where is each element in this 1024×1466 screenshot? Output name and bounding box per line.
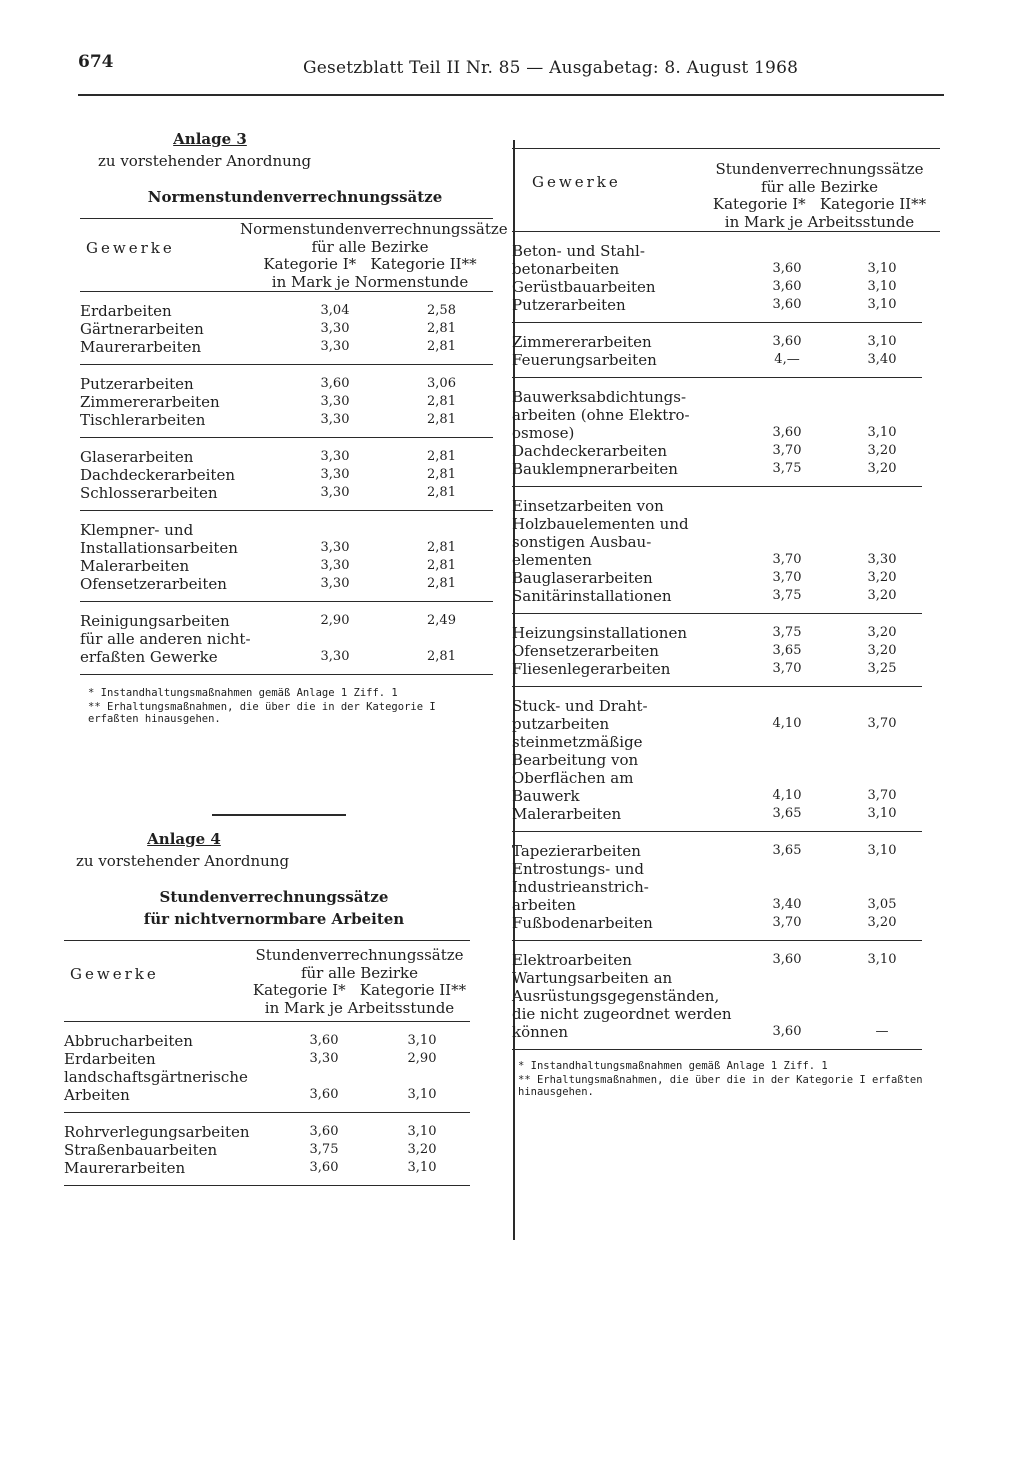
annex4-head-line2: für alle Bezirke <box>300 963 419 982</box>
annex4-table-body <box>64 1022 470 1186</box>
rate-category-2: 3,10 <box>867 297 897 312</box>
trade-name: Feuerungsarbeiten <box>512 351 657 369</box>
rate-category-1: 4,10 <box>772 788 802 803</box>
rate-category-1: 3,70 <box>772 570 802 585</box>
table-group <box>80 292 493 364</box>
rate-category-2: 3,10 <box>407 1033 437 1048</box>
trade-name: Straßenbauarbeiten <box>64 1141 218 1159</box>
rate-category-2: 2,81 <box>427 540 456 555</box>
table-group <box>512 378 922 486</box>
trade-name: Zimmererarbeiten <box>512 333 652 351</box>
annex4-table-title <box>64 886 484 930</box>
trade-name: Fliesenlegerarbeiten <box>512 660 671 678</box>
table-group <box>512 687 922 831</box>
rate-category-1: 3,60 <box>309 1160 339 1175</box>
rate-category-1: 3,30 <box>309 1051 339 1066</box>
trade-name: Heizungsinstallationen <box>512 624 687 642</box>
trade-name: Maurerarbeiten <box>80 338 202 356</box>
annex3-head-line1: Normenstundenverrechnungssätze <box>240 220 508 238</box>
trade-name: Tapezierarbeiten <box>512 842 641 860</box>
rate-category-1: 3,75 <box>772 625 802 640</box>
table-row <box>64 1113 470 1141</box>
table-group <box>80 511 493 601</box>
table-group <box>512 941 922 1049</box>
trade-name: Gerüstbauarbeiten <box>512 278 656 296</box>
annex4-section <box>64 830 474 1186</box>
table-group <box>512 232 922 322</box>
table-row <box>80 602 493 630</box>
rate-category-1: 3,75 <box>772 461 802 476</box>
rate-category-1: 2,90 <box>320 613 350 628</box>
annex3-table-title: Normenstundenverrechnungssätze <box>147 188 443 206</box>
table-group <box>80 365 493 437</box>
cont-footnote-2: ** Erhaltungsmaßnahmen, die über die in der Kategorie I erfaßten hinausgehen. <box>518 1074 923 1098</box>
trade-name: Malerarbeiten <box>512 805 622 823</box>
table-row <box>80 630 493 674</box>
rate-category-2: 3,40 <box>867 352 897 367</box>
table-row <box>512 614 922 642</box>
rate-category-2: 2,81 <box>427 649 456 664</box>
rate-category-2: 2,49 <box>427 613 456 628</box>
rate-category-2: 3,10 <box>407 1124 437 1139</box>
table-group <box>64 1022 470 1112</box>
annex4-continuation <box>512 148 940 1098</box>
table-row <box>512 642 922 660</box>
trade-name: Stuck- und Draht- putzarbeiten <box>512 697 648 733</box>
rate-category-1: 3,65 <box>772 643 802 658</box>
rate-category-1: 3,60 <box>772 279 802 294</box>
table-row <box>512 487 922 569</box>
rate-category-1: 3,30 <box>320 540 350 555</box>
trade-name: steinmetzmäßige Bearbeitung von Oberflächen am Bauwerk <box>512 733 643 805</box>
rate-category-2: 3,20 <box>867 461 897 476</box>
rate-category-1: 3,75 <box>772 588 802 603</box>
cont-head-line3: Kategorie I* Kategorie II** <box>712 195 927 213</box>
rate-category-2: 2,58 <box>427 303 456 318</box>
annex3-footnote-2: ** Erhaltungsmaßnahmen, die über die in der Kategorie I erfaßten hinausgehen. <box>88 701 436 725</box>
rate-category-2: 3,20 <box>867 625 897 640</box>
rate-category-1: 3,60 <box>320 376 350 391</box>
trade-name: Schlosserarbeiten <box>80 484 218 502</box>
rate-category-1: 3,60 <box>309 1124 339 1139</box>
annex4-title-line1: Stundenverrechnungssätze <box>159 888 389 906</box>
rate-category-2: 2,81 <box>427 339 456 354</box>
table-row <box>512 860 922 914</box>
gazette-header: Gesetzblatt Teil II Nr. 85 — Ausgabetag: 8. August 1968 <box>303 58 799 78</box>
rate-category-1: 4,— <box>774 352 800 367</box>
rate-category-1: 3,30 <box>320 449 350 464</box>
trade-name: Gärtnerarbeiten <box>80 320 204 338</box>
rate-category-2: 2,81 <box>427 394 456 409</box>
annex3-table-head <box>80 219 508 291</box>
table-group <box>80 438 493 510</box>
table-row <box>80 411 493 437</box>
rate-category-2: 3,20 <box>407 1142 437 1157</box>
rate-category-2: 2,81 <box>427 485 456 500</box>
group-rule <box>80 674 493 675</box>
annex4-head-line3: Kategorie I* Kategorie II** <box>252 981 467 999</box>
trade-name: Putzerarbeiten <box>80 375 194 393</box>
table-row <box>512 351 922 377</box>
trade-name: Rohrverlegungsarbeiten <box>64 1123 250 1141</box>
trade-name: Sanitärinstallationen <box>512 587 672 605</box>
table-row <box>80 575 493 601</box>
rate-category-1: 3,30 <box>320 467 350 482</box>
rate-category-2: 3,10 <box>867 952 897 967</box>
table-row <box>80 320 493 338</box>
trade-name: Dachdeckerarbeiten <box>80 466 236 484</box>
trade-name: Tischlerarbeiten <box>80 411 206 429</box>
annex4-head-line1: Stundenverrechnungssätze <box>255 946 464 964</box>
annex3-head-line4: in Mark je Normenstunde <box>271 272 469 291</box>
trade-name: für alle anderen nicht- erfaßten Gewerke <box>80 630 251 666</box>
trade-name: Bauglaserarbeiten <box>512 569 653 587</box>
annex4-table-head <box>64 941 474 1021</box>
table-row <box>80 438 493 466</box>
rate-category-2: 2,81 <box>427 321 456 336</box>
trade-name: Ofensetzerarbeiten <box>512 642 659 660</box>
rate-category-2: 3,10 <box>867 279 897 294</box>
table-row <box>512 969 922 1049</box>
table-row <box>512 805 922 831</box>
trade-name: Putzerarbeiten <box>512 296 626 314</box>
trade-name: Reinigungsarbeiten <box>80 612 230 630</box>
rate-category-1: 3,30 <box>320 412 350 427</box>
table-group <box>64 1113 470 1185</box>
table-row <box>512 232 922 278</box>
table-row <box>512 832 922 860</box>
rate-category-2: 2,81 <box>427 576 456 591</box>
rate-category-1: 3,60 <box>772 952 802 967</box>
annex3-section <box>80 130 508 725</box>
table-row <box>80 292 493 320</box>
rate-category-1: 3,65 <box>772 806 802 821</box>
rate-category-1: 3,30 <box>320 558 350 573</box>
table-row <box>512 733 922 805</box>
table-row <box>512 296 922 322</box>
rate-category-1: 3,70 <box>772 443 802 458</box>
table-row <box>512 442 922 460</box>
cont-table-body <box>512 232 922 1050</box>
rate-category-2: 2,81 <box>427 467 456 482</box>
trade-name: Entrostungs- und Industrieanstrich- arbeiten <box>512 860 649 914</box>
table-row <box>80 557 493 575</box>
annex4-head-line4: in Mark je Arbeitsstunde <box>264 998 455 1017</box>
trade-name: Glaserarbeiten <box>80 448 194 466</box>
annex4-col-head <box>232 947 487 1017</box>
table-row <box>512 941 922 969</box>
table-row <box>512 914 922 940</box>
table-group <box>512 323 922 377</box>
table-row <box>80 466 493 484</box>
rate-category-2: 3,10 <box>867 425 897 440</box>
rate-category-2: 3,05 <box>867 897 897 912</box>
table-row <box>80 365 493 393</box>
rate-category-1: 3,30 <box>320 339 350 354</box>
trade-name: Bauklempnerarbeiten <box>512 460 678 478</box>
table-row <box>80 484 493 510</box>
rate-category-2: 3,20 <box>867 915 897 930</box>
rate-category-1: 3,60 <box>772 334 802 349</box>
trade-name: Beton- und Stahl- betonarbeiten <box>512 242 645 278</box>
table-group <box>512 487 922 613</box>
trade-name: Erdarbeiten <box>80 302 172 320</box>
table-row <box>80 393 493 411</box>
annex3-col-head <box>240 220 508 291</box>
rate-category-1: 3,60 <box>309 1033 339 1048</box>
section-separator <box>212 814 346 816</box>
cont-col-head <box>692 161 947 231</box>
rate-category-2: 3,10 <box>867 806 897 821</box>
rate-category-2: 3,70 <box>867 788 897 803</box>
rate-category-1: 3,60 <box>772 1024 802 1039</box>
annex4-title-line2: für nichtvernormbare Arbeiten <box>143 910 405 928</box>
rate-category-2: 3,25 <box>867 661 897 676</box>
rate-category-2: 3,20 <box>867 643 897 658</box>
table-row <box>64 1141 470 1159</box>
table-row <box>512 569 922 587</box>
rate-category-2: 3,20 <box>867 570 897 585</box>
trade-name: Klempner- und Installationsarbeiten <box>80 521 238 557</box>
trade-name: Fußbodenarbeiten <box>512 914 653 932</box>
rate-category-1: 3,30 <box>320 321 350 336</box>
trade-name: Abbrucharbeiten <box>64 1032 193 1050</box>
trade-name: Einsetzarbeiten von Holzbauelementen und sonstigen Ausbau- elementen <box>512 497 689 569</box>
annex3-head-line3: Kategorie I* Kategorie II** <box>263 255 477 273</box>
rate-category-2: 2,81 <box>427 558 456 573</box>
table-row <box>64 1159 470 1185</box>
cont-col-label: Gewerke <box>532 173 621 191</box>
group-rule <box>512 1049 922 1050</box>
rate-category-1: 3,30 <box>320 576 350 591</box>
rate-category-2: 3,70 <box>867 716 897 731</box>
table-row <box>512 378 922 442</box>
table-row <box>512 687 922 733</box>
cont-footnote-1: * Instandhaltungsmaßnahmen gemäß Anlage 1 Ziff. 1 <box>518 1060 828 1072</box>
rate-category-2: 2,81 <box>427 449 456 464</box>
rate-category-1: 3,40 <box>772 897 802 912</box>
cont-head-line1: Stundenverrechnungssätze <box>715 160 924 178</box>
table-row <box>64 1050 470 1068</box>
trade-name: Zimmererarbeiten <box>80 393 220 411</box>
trade-name: Ofensetzerarbeiten <box>80 575 227 593</box>
trade-name: Erdarbeiten <box>64 1050 156 1068</box>
rate-category-1: 3,70 <box>772 552 802 567</box>
table-row <box>64 1068 470 1112</box>
rate-category-2: 3,10 <box>867 261 897 276</box>
rate-category-1: 3,30 <box>320 394 350 409</box>
trade-name: Malerarbeiten <box>80 557 190 575</box>
table-row <box>512 460 922 486</box>
rate-category-2: 3,10 <box>407 1087 437 1102</box>
cont-table-head <box>512 149 940 231</box>
cont-head-line2: für alle Bezirke <box>760 177 879 196</box>
group-rule <box>64 1185 470 1186</box>
table-row <box>512 323 922 351</box>
trade-name: Maurerarbeiten <box>64 1159 186 1177</box>
rate-category-2: 3,10 <box>867 334 897 349</box>
rate-category-1: 4,10 <box>772 716 802 731</box>
rate-category-2: — <box>875 1024 889 1039</box>
header-rule <box>78 94 944 96</box>
annex3-head-line2: für alle Bezirke <box>311 237 429 256</box>
page-number: 674 <box>78 52 114 72</box>
annex3-title: Anlage 3 <box>173 130 247 148</box>
rate-category-2: 3,30 <box>867 552 897 567</box>
rate-category-1: 3,60 <box>309 1087 339 1102</box>
annex3-footnote-1: * Instandhaltungsmaßnahmen gemäß Anlage 1 Ziff. 1 <box>88 687 398 699</box>
rate-category-1: 3,60 <box>772 261 802 276</box>
rate-category-1: 3,65 <box>772 843 802 858</box>
rate-category-1: 3,60 <box>772 425 802 440</box>
rate-category-1: 3,70 <box>772 661 802 676</box>
cont-head-line4: in Mark je Arbeitsstunde <box>724 212 915 231</box>
table-row <box>64 1022 470 1050</box>
trade-name: Elektroarbeiten <box>512 951 632 969</box>
table-group <box>512 832 922 940</box>
rate-category-2: 2,90 <box>407 1051 437 1066</box>
trade-name: Dachdeckerarbeiten <box>512 442 668 460</box>
rate-category-1: 3,04 <box>320 303 350 318</box>
table-row <box>80 511 493 557</box>
trade-name: Bauwerksabdichtungs- arbeiten (ohne Elektro- osmose) <box>512 388 690 442</box>
annex3-table-body <box>80 292 493 675</box>
rate-category-1: 3,30 <box>320 649 350 664</box>
trade-name: Wartungsarbeiten an Ausrüstungsgegenständen, die nicht zugeordnet werden können <box>512 969 732 1041</box>
table-row <box>512 587 922 613</box>
table-row <box>512 660 922 686</box>
annex4-subtitle: zu vorstehender Anordnung <box>76 852 290 870</box>
annex4-col-label: Gewerke <box>70 965 159 983</box>
annex3-col-label: Gewerke <box>86 239 175 257</box>
annex3-subtitle: zu vorstehender Anordnung <box>98 152 312 170</box>
rate-category-1: 3,75 <box>309 1142 339 1157</box>
rate-category-2: 3,06 <box>427 376 456 391</box>
rate-category-1: 3,30 <box>320 485 350 500</box>
table-group <box>512 614 922 686</box>
rate-category-1: 3,70 <box>772 915 802 930</box>
rate-category-2: 3,20 <box>867 443 897 458</box>
trade-name: landschaftsgärtnerische Arbeiten <box>64 1068 248 1104</box>
table-row <box>80 338 493 364</box>
rate-category-1: 3,60 <box>772 297 802 312</box>
rate-category-2: 3,20 <box>867 588 897 603</box>
table-group <box>80 602 493 674</box>
rate-category-2: 3,10 <box>407 1160 437 1175</box>
rate-category-2: 2,81 <box>427 412 456 427</box>
rate-category-2: 3,10 <box>867 843 897 858</box>
table-row <box>512 278 922 296</box>
annex4-title: Anlage 4 <box>147 830 221 848</box>
